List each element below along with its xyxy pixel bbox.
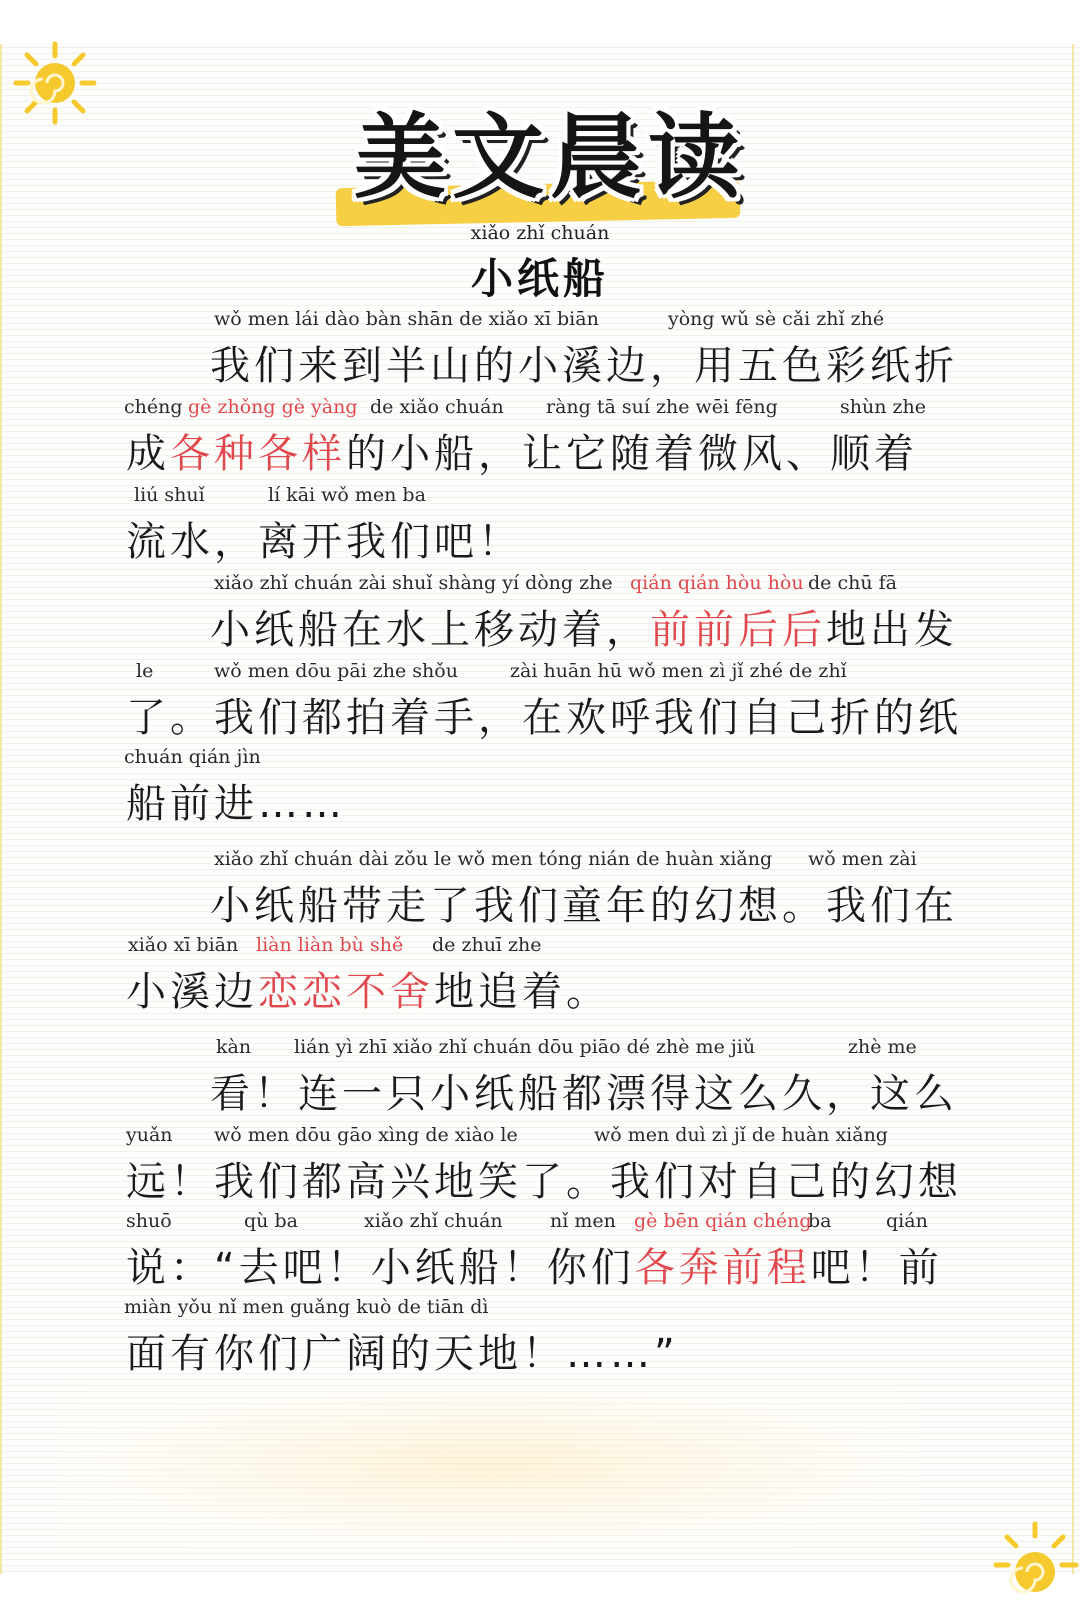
poem-line [0,660,1080,750]
poem-line [0,1124,1080,1214]
poem-line [0,484,1080,574]
pinyin-segment: lí kāi wǒ men ba [268,484,426,506]
pinyin-segment: qián [886,1210,928,1232]
poem-line [0,746,1080,836]
pinyin-segment: yòng wǔ sè cǎi zhǐ zhé [668,308,885,330]
idiom-highlight: 各奔前程 [634,1245,811,1291]
hanzi-line [210,1062,958,1119]
pinyin-segment: lián yì zhī xiǎo zhǐ chuán dōu piāo dé zhè me jiǔ [294,1036,756,1058]
hanzi-line [126,1236,943,1293]
poem-line [0,572,1080,662]
poem-title-pinyin: xiǎo zhǐ chuán [470,222,610,244]
hanzi-text: 说：“去吧！小纸船！你们 [126,1245,635,1291]
poem-line [0,1296,1080,1386]
hanzi-text: 远！我们都高兴地笑了。我们对自己的幻想 [126,1159,962,1205]
poem-line [0,396,1080,486]
poem-title: 小纸船 [470,254,609,303]
pinyin-segment: de xiǎo chuán [370,396,504,418]
hanzi-text: 的小船，让它随着微风、顺着 [346,431,918,477]
hanzi-line [126,1322,679,1379]
hanzi-line [210,334,958,391]
pinyin-segment: miàn yǒu nǐ men guǎng kuò de tiān dì [124,1296,489,1318]
pinyin-segment: xiǎo zhǐ chuán dài zǒu le wǒ men tóng nián de huàn xiǎng [214,848,773,870]
pinyin-segment: gè bēn qián chéng [634,1210,812,1232]
hanzi-text: 成 [126,431,170,477]
pinyin-segment: ba [808,1210,832,1232]
hanzi-text: 小纸船带走了我们童年的幻想。我们在 [210,883,958,929]
pinyin-segment: wǒ men lái dào bàn shān de xiǎo xī biān [214,308,599,330]
hanzi-line [126,686,962,743]
hanzi-text: 小纸船在水上移动着， [210,607,650,653]
poem-line [0,1036,1080,1126]
hanzi-line [126,772,346,829]
pinyin-segment: shuō [126,1210,172,1232]
idiom-highlight: 各种各样 [170,431,346,477]
pinyin-segment: qù ba [244,1210,298,1232]
pinyin-segment: de chū fā [808,572,897,594]
hanzi-line [126,960,610,1017]
hanzi-line [126,1150,962,1207]
pinyin-segment: wǒ men dōu pāi zhe shǒu [214,660,458,682]
poem-line [0,934,1080,1024]
pinyin-segment: liú shuǐ [134,484,205,506]
pinyin-segment: ràng tā suí zhe wēi fēng [546,396,778,418]
pinyin-segment: kàn [216,1036,252,1058]
pinyin-segment: xiǎo zhǐ chuán zài shuǐ shàng yí dòng zhe [214,572,613,594]
hanzi-line [210,874,958,931]
idiom-highlight: 恋恋不舍 [258,969,434,1015]
poem-line [0,848,1080,938]
pinyin-segment: yuǎn [126,1124,173,1146]
hanzi-text: 了。我们都拍着手，在欢呼我们自己折的纸 [126,695,962,741]
poem-line [0,1210,1080,1300]
pinyin-segment: xiǎo zhǐ chuán [364,1210,503,1232]
pinyin-segment: de zhuī zhe [432,934,542,956]
pinyin-segment: gè zhǒng gè yàng [188,396,358,418]
sun-icon [990,1520,1080,1610]
footer-glow [60,1380,920,1550]
hanzi-text: 看！连一只小纸船都漂得这么久，这么 [210,1071,958,1117]
pinyin-segment: le [136,660,154,682]
hanzi-text: 小溪边 [126,969,258,1015]
pinyin-segment: chuán qián jìn [124,746,261,768]
top-margin [0,0,1080,44]
hanzi-text: 船前进…… [126,781,346,827]
hanzi-line [126,510,522,567]
pinyin-segment: wǒ men zài [808,848,917,870]
pinyin-segment: wǒ men duì zì jǐ de huàn xiǎng [594,1124,888,1146]
pinyin-segment: zài huān hū wǒ men zì jǐ zhé de zhǐ [510,660,847,682]
pinyin-segment: shùn zhe [840,396,926,418]
poem-line [0,308,1080,398]
bottom-margin [0,1574,1080,1620]
sun-icon [12,40,98,126]
page-title: 美文晨读 [353,104,746,211]
pinyin-segment: zhè me [848,1036,917,1058]
hanzi-text: 面有你们广阔的天地！……” [126,1331,679,1377]
pinyin-segment: nǐ men [550,1210,616,1232]
hanzi-line [210,598,958,655]
hanzi-text: 我们来到半山的小溪边，用五色彩纸折 [210,343,958,389]
hanzi-line [126,422,918,479]
pinyin-segment: liàn liàn bù shě [256,934,404,956]
idiom-highlight: 前前后后 [650,607,826,653]
hanzi-text: 地出发 [826,607,958,653]
hanzi-text: 流水，离开我们吧！ [126,519,522,565]
pinyin-segment: chéng [124,396,183,418]
hanzi-text: 吧！前 [810,1245,943,1291]
hanzi-text: 地追着。 [434,969,610,1015]
pinyin-segment: wǒ men dōu gāo xìng de xiào le [214,1124,518,1146]
pinyin-segment: qián qián hòu hòu [630,572,804,594]
pinyin-segment: xiǎo xī biān [128,934,239,956]
